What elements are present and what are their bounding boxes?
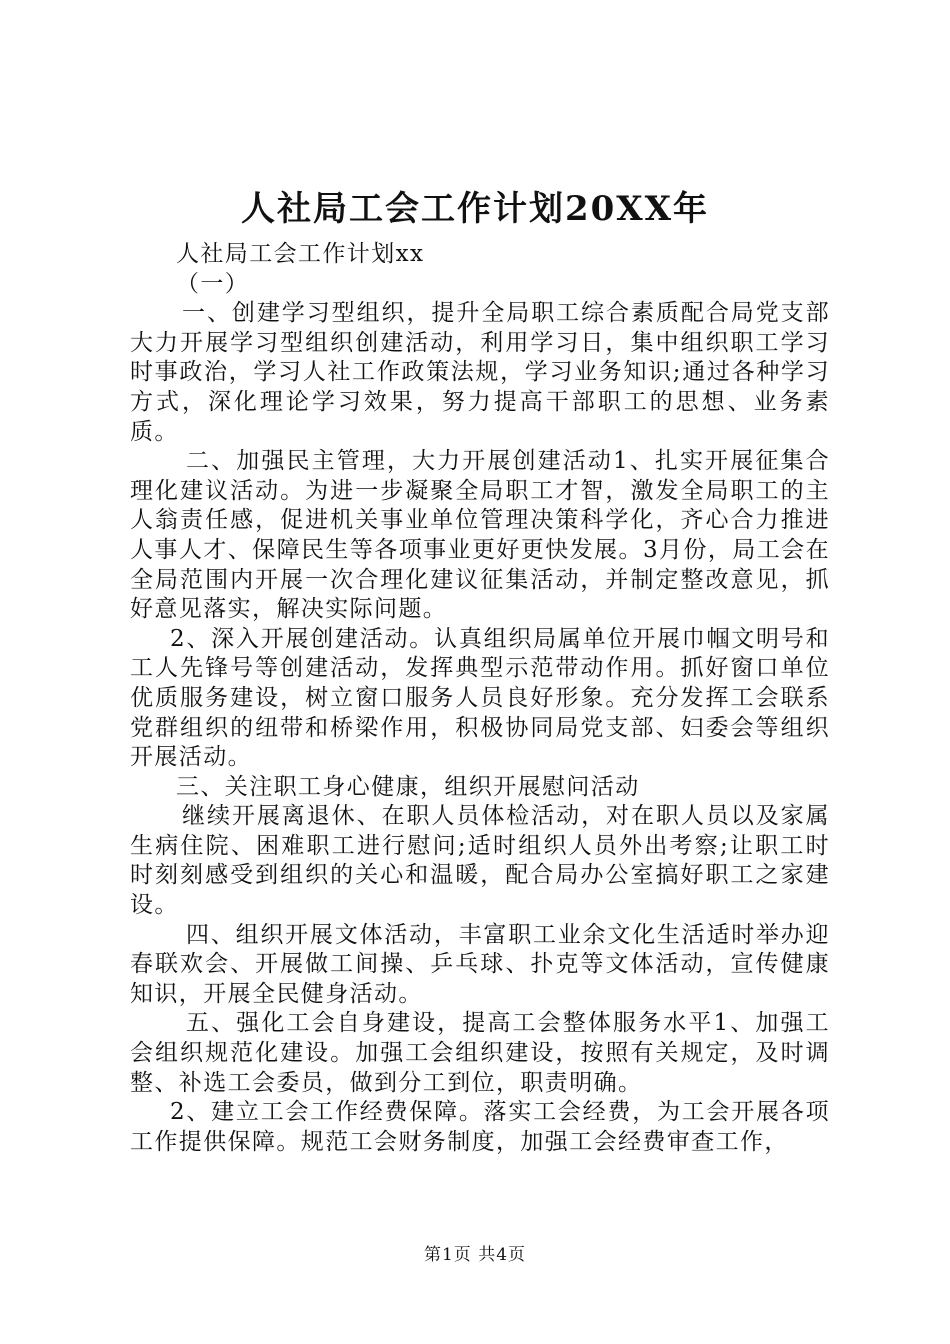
paragraph-5: 继续开展离退休、在职人员体检活动，对在职人员以及家属生病住院、困难职工进行慰问;适时组织人员外出考察;让职工时时刻刻感受到组织的关心和温暖，配合局办公室搞好职工之家建设。 [130, 803, 830, 919]
paragraph-6: 四、组织开展文体活动，丰富职工业余文化生活适时举办迎春联欢会、开展做工间操、乒乓球、扑克等文体活动，宣传健康知识，开展全民健身活动。 [130, 921, 830, 1007]
subtitle-line: 人社局工会工作计划xx [176, 241, 425, 267]
page-number: 第1页 共4页 [423, 1245, 527, 1265]
paragraph-3: 2、深入开展创建活动。认真组织局属单位开展巾帼文明号和工人先锋号等创建活动，发挥典型示范带动作用。抓好窗口单位优质服务建设，树立窗口服务人员良好形象。充分发挥工会联系党群组织的纽带和桥梁作用，积极协同局党支部、妇委会等组织开展活动。 [130, 625, 830, 771]
section-marker: （一） [176, 270, 250, 297]
paragraph-1: 一、创建学习型组织，提升全局职工综合素质配合局党支部大力开展学习型组织创建活动，利用学习日，集中组织职工学习时事政治，学习人社工作政策法规，学习业务知识;通过各种学习方式，深化理论学习效果，努力提高干部职工的思想、业务素质。 [130, 300, 830, 445]
paragraph-7: 五、强化工会自身建设，提高工会整体服务水平1、加强工会组织规范化建设。加强工会组织建设，按照有关规定，及时调整、补选工会委员，做到分工到位，职责明确。 [130, 1010, 830, 1096]
document-body [130, 240, 830, 1157]
paragraph-8: 2、建立工会工作经费保障。落实工会经费，为工会开展各项工作提供保障。规范工会财务制度，加强工会经费审查工作， [130, 1099, 830, 1155]
paragraph-4: 三、关注职工身心健康，组织开展慰问活动 [176, 773, 640, 800]
document-title: 人社局工会工作计划20XX年 [240, 189, 710, 229]
paragraph-2: 二、加强民主管理，大力开展创建活动1、扎实开展征集合理化建议活动。为进一步凝聚全局职工才智，激发全局职工的主人翁责任感，促进机关事业单位管理决策科学化，齐心合力推进人事人才、保障民生等各项事业更好更快发展。3月份，局工会在全局范围内开展一次合理化建议征集活动，并制定整改意见，抓好意见落实，解决实际问题。 [130, 448, 830, 623]
